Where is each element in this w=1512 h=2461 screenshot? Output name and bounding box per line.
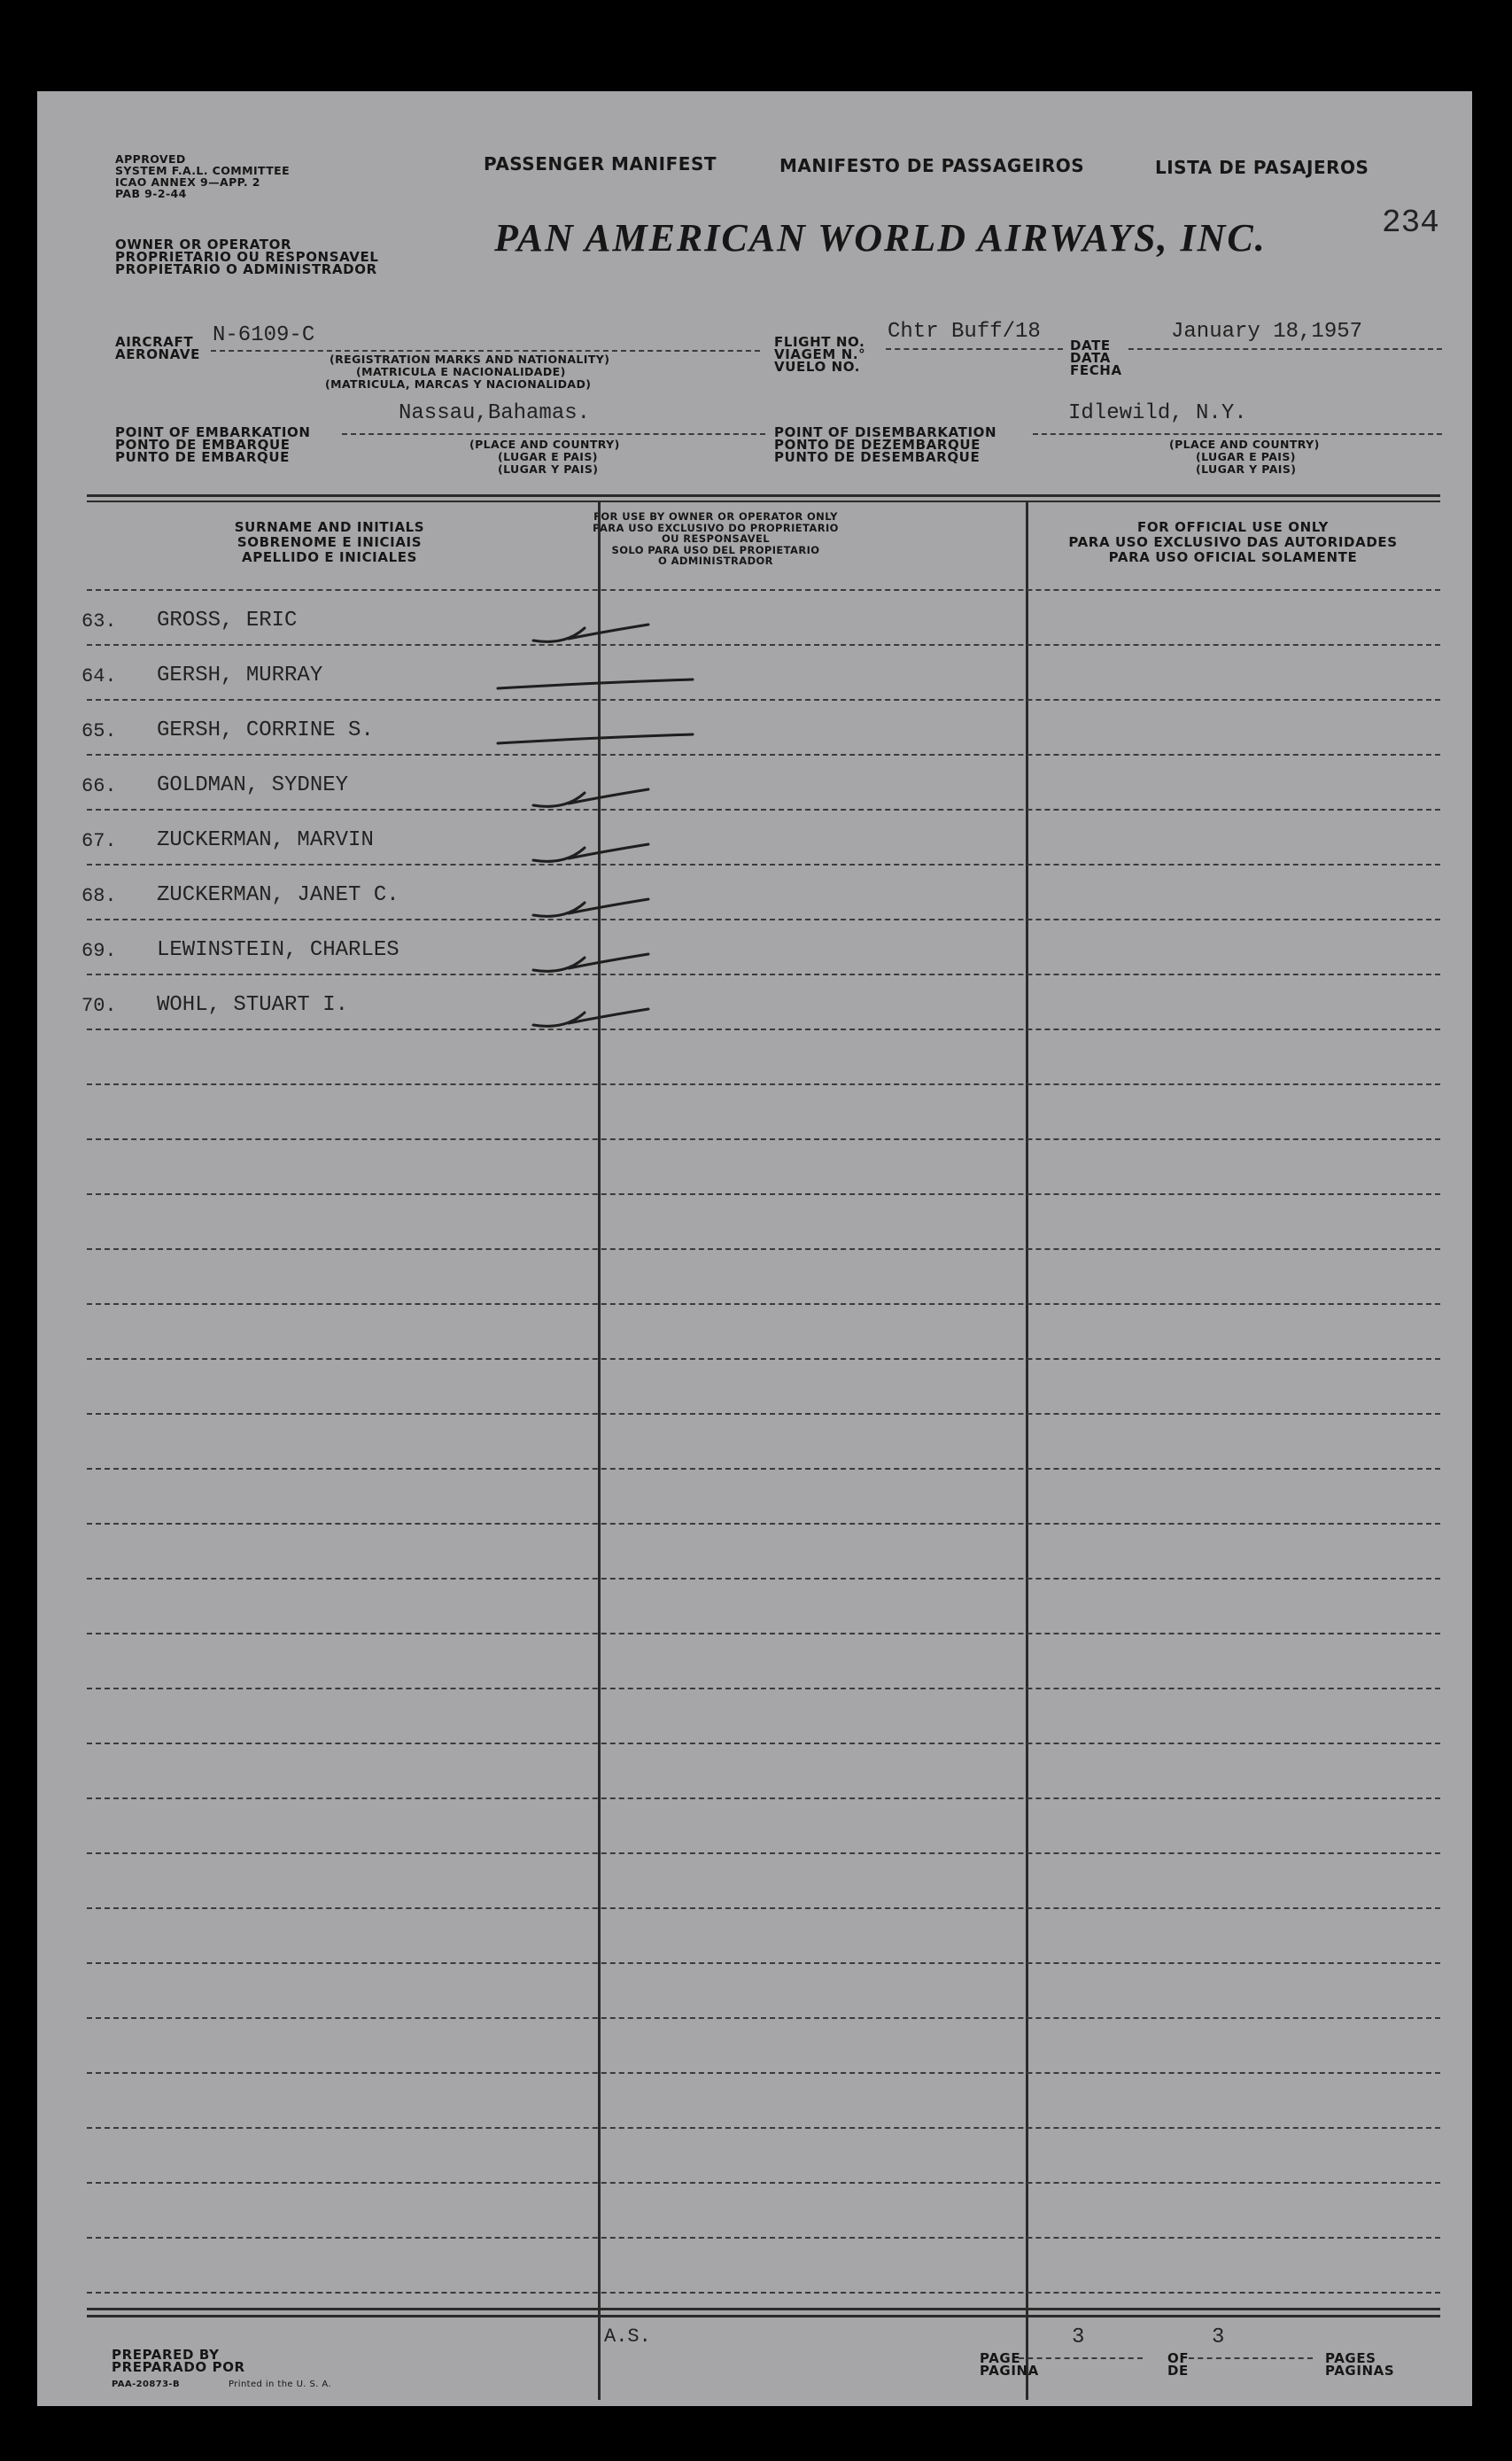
disembark-label-es: PUNTO DE DESEMBARQUE bbox=[774, 449, 981, 465]
passenger-name: GERSH, MURRAY bbox=[157, 664, 323, 687]
passenger-name: GERSH, CORRINE S. bbox=[157, 718, 374, 742]
title-en: PASSENGER MANIFEST bbox=[484, 153, 717, 175]
approval-line-2: SYSTEM F.A.L. COMMITTEE bbox=[115, 164, 291, 177]
row-number: 64. bbox=[81, 665, 117, 687]
aircraft-value: N-6109-C bbox=[213, 323, 315, 347]
aircraft-sub-2: (MATRICULA E NACIONALIDADE) bbox=[356, 365, 566, 378]
date-label-pt: DATA bbox=[1070, 350, 1111, 366]
flight-value: Chtr Buff/18 bbox=[888, 320, 1041, 344]
aircraft-label: AIRCRAFT bbox=[115, 334, 194, 350]
disembark-sub-2: (LUGAR E PAIS) bbox=[1196, 450, 1296, 463]
of-label: OF bbox=[1167, 2350, 1190, 2366]
row-number: 63. bbox=[81, 610, 117, 633]
date-value: January 18,1957 bbox=[1171, 320, 1363, 344]
form-number: PAA-20873-B bbox=[112, 2379, 181, 2389]
check-mark bbox=[533, 844, 648, 861]
owner-label-3: PROPIETARIO O ADMINISTRADOR bbox=[115, 261, 377, 277]
dash-mark bbox=[498, 734, 693, 743]
page-label-pt: PAGINA bbox=[980, 2363, 1039, 2379]
col-header-official: FOR OFFICIAL USE ONLY PARA USO EXCLUSIVO DAS AUTORIDADES PARA USO OFICIAL SOLAMENTE bbox=[1068, 519, 1398, 565]
disembark-label-pt: PONTO DE DEZEMBARQUE bbox=[774, 437, 981, 453]
prepared-label: PREPARED BY bbox=[112, 2347, 220, 2363]
row-number: 70. bbox=[81, 995, 117, 1017]
flight-label: FLIGHT NO. bbox=[774, 334, 865, 350]
passenger-name: LEWINSTEIN, CHARLES bbox=[157, 938, 399, 962]
check-mark bbox=[533, 954, 648, 971]
approval-line-1: APPROVED bbox=[115, 152, 186, 166]
check-mark bbox=[533, 1009, 648, 1026]
row-number: 66. bbox=[81, 775, 117, 797]
title-pt: MANIFESTO DE PASSAGEIROS bbox=[779, 155, 1085, 176]
pages-label: PAGES bbox=[1325, 2350, 1376, 2366]
passenger-name: GROSS, ERIC bbox=[157, 609, 298, 633]
embark-label-es: PUNTO DE EMBARQUE bbox=[115, 449, 290, 465]
embark-sub-3: (LUGAR Y PAIS) bbox=[498, 462, 599, 476]
disembark-sub-3: (LUGAR Y PAIS) bbox=[1196, 462, 1297, 476]
flight-label-pt: VIAGEM N.° bbox=[774, 346, 866, 362]
embark-sub-2: (LUGAR E PAIS) bbox=[498, 450, 598, 463]
of-label-pt: DE bbox=[1167, 2363, 1189, 2379]
disembark-label: POINT OF DISEMBARKATION bbox=[774, 424, 997, 440]
row-number: 69. bbox=[81, 940, 117, 962]
embark-label: POINT OF EMBARKATION bbox=[115, 424, 311, 440]
owner-label-2: PROPRIETARIO OU RESPONSAVEL bbox=[115, 249, 379, 265]
page-value: 3 bbox=[1072, 2325, 1085, 2349]
printed-note: Printed in the U. S. A. bbox=[229, 2379, 331, 2389]
passenger-name: GOLDMAN, SYDNEY bbox=[157, 773, 349, 797]
check-mark bbox=[533, 625, 648, 641]
approval-line-3: ICAO ANNEX 9—APP. 2 bbox=[115, 175, 260, 189]
page-stamp: 234 bbox=[1382, 205, 1439, 241]
passenger-name: ZUCKERMAN, JANET C. bbox=[157, 883, 399, 907]
disembark-sub-1: (PLACE AND COUNTRY) bbox=[1169, 438, 1320, 451]
col-header-owner-use: FOR USE BY OWNER OR OPERATOR ONLY PARA USO EXCLUSIVO DO PROPRIETARIO OU RESPONSAVEL SOLO PARA USO DEL PROPIETARIO O ADMINISTRADOR bbox=[593, 510, 839, 567]
aircraft-label-pt: AERONAVE bbox=[115, 346, 200, 362]
prepared-label-pt: PREPARADO POR bbox=[112, 2359, 245, 2375]
embark-value: Nassau,Bahamas. bbox=[399, 401, 591, 425]
prepared-value: A.S. bbox=[604, 2325, 651, 2348]
carrier-name: PAN AMERICAN WORLD AIRWAYS, INC. bbox=[494, 216, 1267, 260]
row-number: 68. bbox=[81, 885, 117, 907]
owner-label-1: OWNER OR OPERATOR bbox=[115, 237, 292, 252]
aircraft-sub-1: (REGISTRATION MARKS AND NATIONALITY) bbox=[330, 353, 610, 366]
row-number: 65. bbox=[81, 720, 117, 742]
embark-sub-1: (PLACE AND COUNTRY) bbox=[469, 438, 620, 451]
page-label: PAGE bbox=[980, 2350, 1021, 2366]
check-mark bbox=[533, 789, 648, 806]
passenger-name: WOHL, STUART I. bbox=[157, 993, 349, 1017]
date-label-es: FECHA bbox=[1070, 362, 1122, 378]
manifest-sheet bbox=[37, 91, 1472, 2406]
row-number: 67. bbox=[81, 830, 117, 852]
check-mark bbox=[533, 899, 648, 916]
date-label: DATE bbox=[1070, 338, 1111, 353]
col-header-name: SURNAME AND INITIALS SOBRENOME E INICIAIS APELLIDO E INICIALES bbox=[234, 519, 425, 565]
passenger-name: ZUCKERMAN, MARVIN bbox=[157, 828, 374, 852]
check-marks bbox=[37, 91, 1472, 2406]
aircraft-sub-3: (MATRICULA, MARCAS Y NACIONALIDAD) bbox=[325, 377, 592, 391]
pages-label-pt: PAGINAS bbox=[1325, 2363, 1395, 2379]
embark-label-pt: PONTO DE EMBARQUE bbox=[115, 437, 291, 453]
title-es: LISTA DE PASAJEROS bbox=[1155, 157, 1369, 178]
dash-mark bbox=[498, 679, 693, 688]
approval-line-4: PAB 9-2-44 bbox=[115, 187, 187, 200]
of-value: 3 bbox=[1212, 2325, 1225, 2349]
flight-label-es: VUELO NO. bbox=[774, 359, 861, 375]
disembark-value: Idlewild, N.Y. bbox=[1068, 401, 1247, 425]
